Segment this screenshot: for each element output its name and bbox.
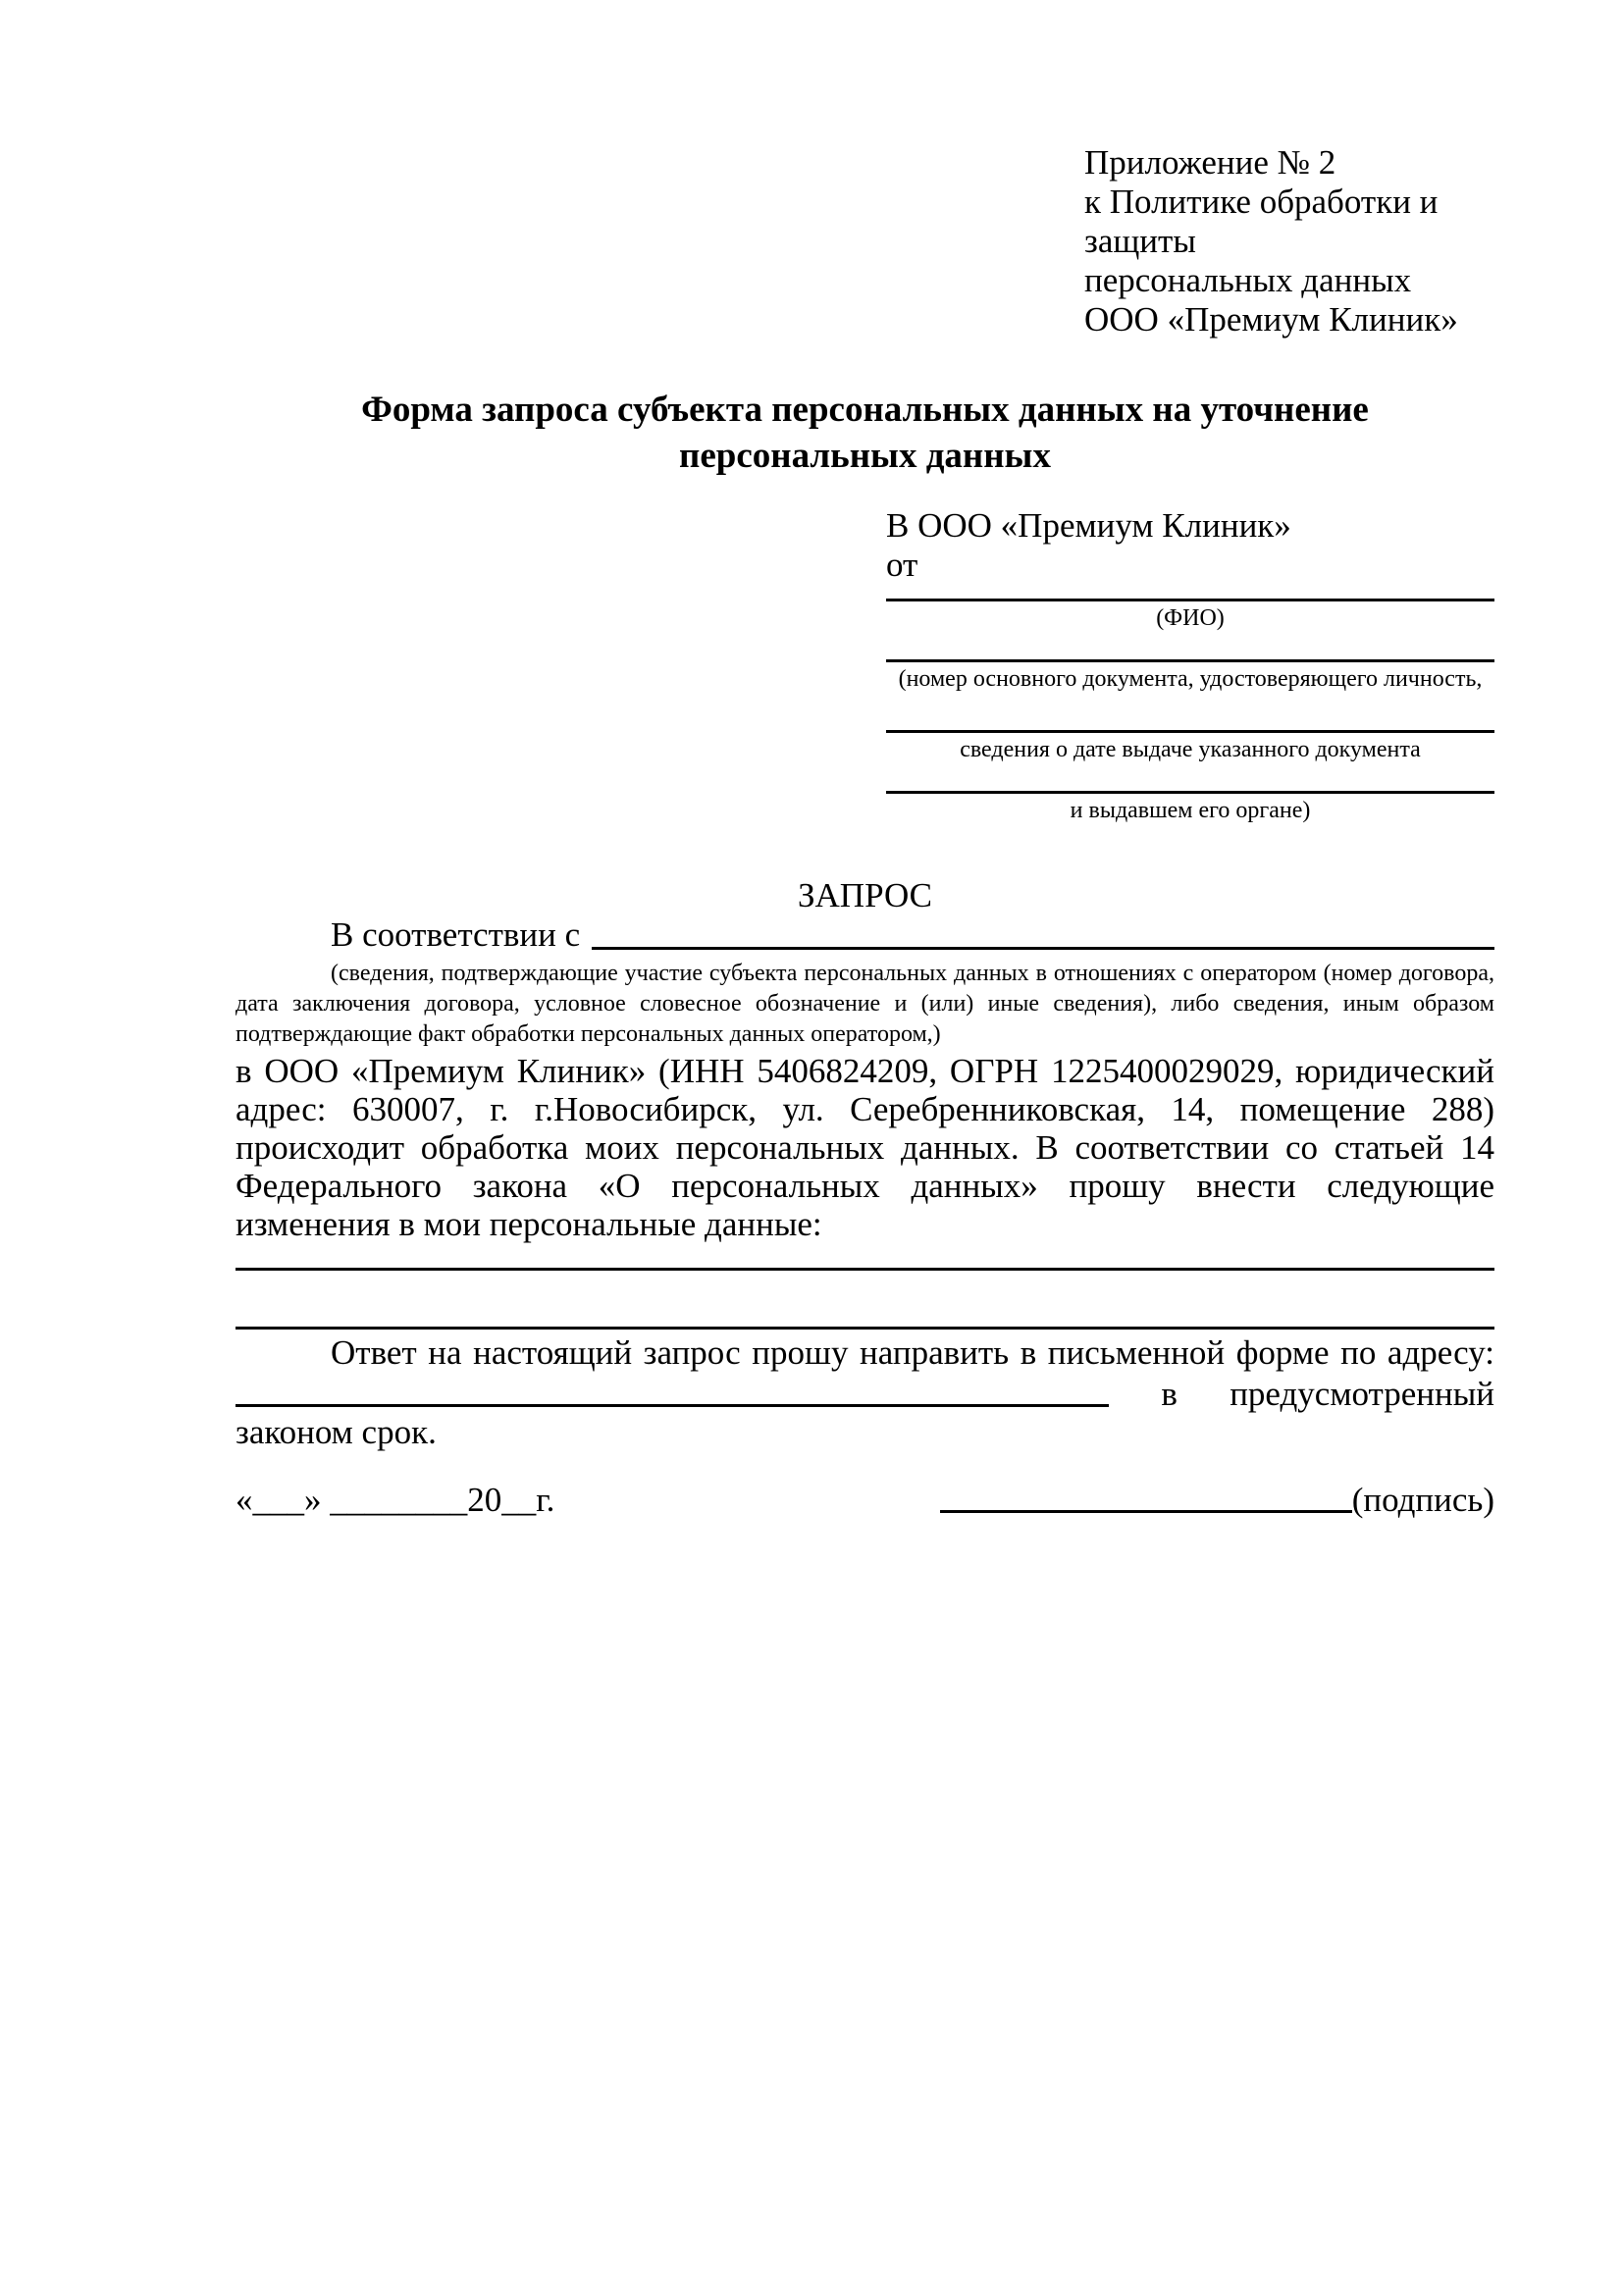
- issuing-authority-caption: и выдавшем его органе): [1070, 798, 1311, 823]
- issuing-authority-blank-line: [886, 764, 1494, 794]
- address-blank-line: [236, 1404, 1109, 1407]
- reply-word-predusmotrenny: предусмотренный: [1230, 1375, 1494, 1413]
- signature-caption: (подпись): [1351, 1481, 1494, 1519]
- fine-print-note: (сведения, подтверждающие участие субъекта персональных данных в отношениях с оператором (номер договора, дата заключения договора, условное словесное обозначение и (или) иные сведения), либо сведения, иным образом подтверждающие факт обработки персональных данных оператором,): [236, 961, 1494, 1047]
- appendix-line-4: ООО «Премиум Клиник»: [1084, 300, 1458, 339]
- document-title: Форма запроса субъекта персональных данных на уточнение персональных данных: [361, 390, 1369, 476]
- footer-row: [236, 1481, 1494, 1520]
- recipient-to: В ООО «Премиум Клиник»: [886, 506, 1291, 545]
- reply-address-sentence: Ответ на настоящий запрос прошу направить в письменной форме по адресу:: [331, 1333, 1494, 1372]
- reply-address-line: [236, 1372, 1494, 1413]
- date-blank: «___» ________20__г.: [236, 1481, 555, 1519]
- document-number-caption: (номер основного документа, удостоверяющего личность,: [898, 666, 1483, 692]
- signature-group: [940, 1481, 1494, 1520]
- reply-closing: законом срок.: [236, 1413, 437, 1451]
- appendix-block: [1084, 143, 1494, 339]
- intro-line: [236, 915, 1494, 955]
- fio-blank-line: [886, 585, 1494, 601]
- recipient-from-label: от: [886, 546, 918, 584]
- document-number-blank-line: [886, 633, 1494, 662]
- reply-word-v: в: [1161, 1375, 1178, 1413]
- appendix-line-2: к Политике обработки и защиты: [1084, 183, 1439, 260]
- issue-date-blank-line: [886, 694, 1494, 733]
- changes-blank-line-1: [236, 1243, 1494, 1271]
- recipient-block: [886, 506, 1494, 825]
- intro-prefix: В соответствии с: [331, 915, 581, 954]
- changes-blank-line-2: [236, 1271, 1494, 1330]
- request-body-paragraph: в ООО «Премиум Клиник» (ИНН 5406824209, ОГРН 1225400029029, юридический адрес: 630007, г. г.Новосибирск, ул. Серебренниковская, 14, помещение 288) происходит обработка моих персональных данных. В соответствии со статьей 14 Федерального закона «О персональных данных» прошу внести следующие изменения в мои персональные данные:: [236, 1052, 1494, 1243]
- intro-blank-line: [592, 947, 1494, 950]
- appendix-line-1: Приложение № 2: [1084, 143, 1336, 182]
- issue-date-caption: сведения о дате выдаче указанного документа: [960, 737, 1421, 762]
- request-heading: ЗАПРОС: [797, 876, 933, 914]
- signature-blank-line: [940, 1510, 1352, 1513]
- fio-caption: (ФИО): [1156, 605, 1225, 631]
- appendix-line-3: персональных данных: [1084, 261, 1412, 299]
